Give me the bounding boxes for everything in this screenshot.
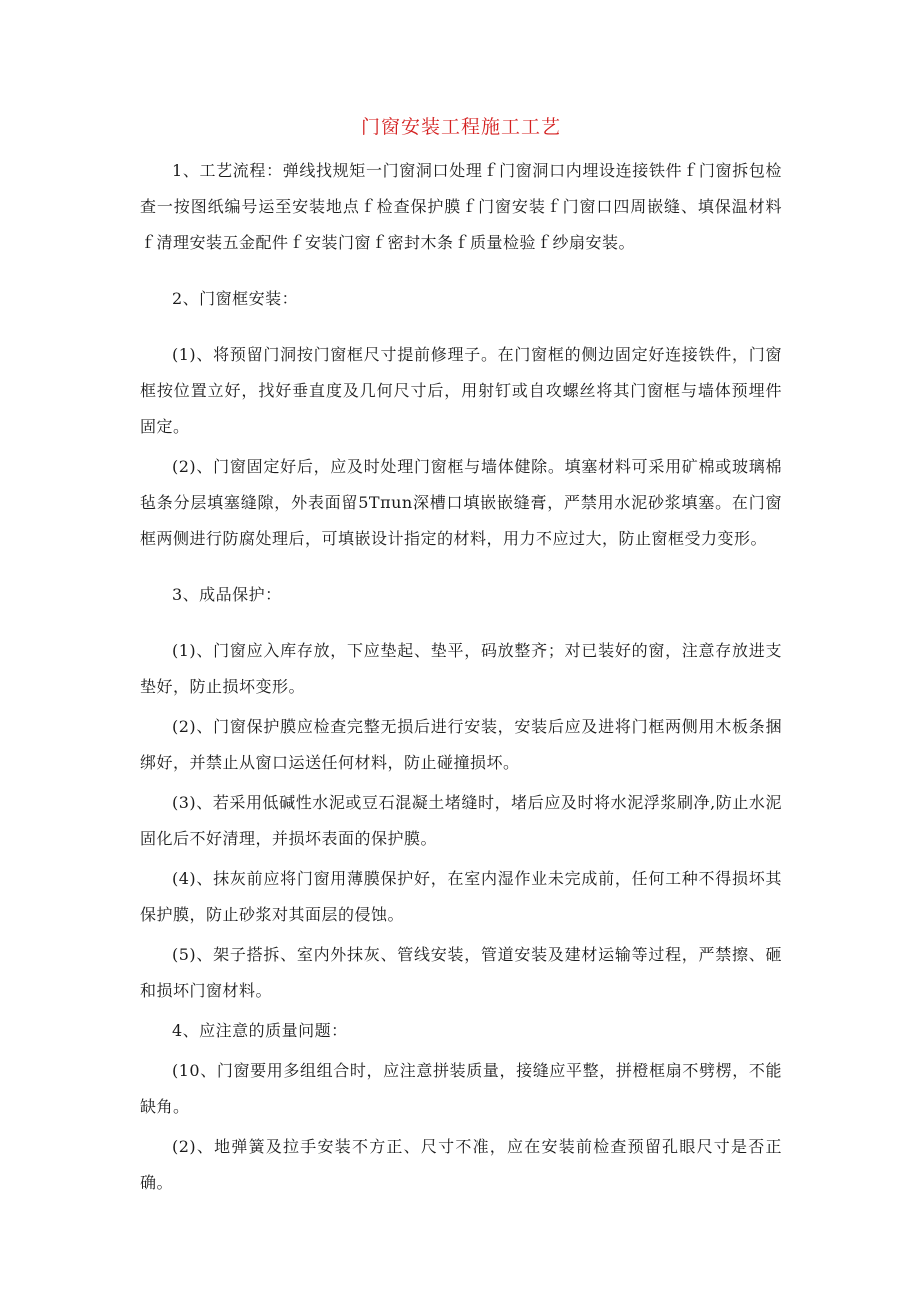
section-heading-product-protection: 3、成品保护： bbox=[172, 585, 282, 604]
paragraph-quality-2: (2)、地弹簧及拉手安装不方正、尺寸不准，应在安装前检查预留孔眼尺寸是否正确。 bbox=[140, 1137, 782, 1192]
section-heading-frame-install: 2、门窗框安装： bbox=[172, 289, 299, 308]
paragraph-quality-1: (10、门窗要用多组组合时，应注意拼装质量，接缝应平整，拼橙框扇不劈楞，不能缺角。 bbox=[140, 1061, 782, 1116]
paragraph-process-flow: 1、工艺流程：弹线找规矩一门窗洞口处理ｆ门窗洞口内埋设连接铁件ｆ门窗拆包检查一按图纸编号运至安装地点ｆ检查保护膜ｆ门窗安装ｆ门窗口四周嵌缝、填保温材料ｆ清理安装五金配件ｆ安装门窗ｆ密封木条ｆ质量检验ｆ纱扇安装。 bbox=[140, 161, 782, 252]
paragraph-protection-1: (1)、门窗应入库存放，下应垫起、垫平，码放整齐；对已装好的窗，注意存放进支垫好，防止损坏变形。 bbox=[140, 641, 782, 696]
section-heading-quality-issues: 4、应注意的质量问题： bbox=[172, 1021, 348, 1040]
paragraph-protection-3: (3)、若采用低碱性水泥或豆石混凝土堵缝时，堵后应及时将水泥浮浆刷净,防止水泥固化后不好清理，并损坏表面的保护膜。 bbox=[140, 793, 782, 848]
paragraph-frame-install-1: (1)、将预留门洞按门窗框尺寸提前修理子。在门窗框的侧边固定好连接铁件，门窗框按位置立好，找好垂直度及几何尺寸后，用射钉或自攻螺丝将其门窗框与墙体预埋件固定。 bbox=[140, 345, 782, 436]
paragraph-frame-install-2: (2)、门窗固定好后，应及时处理门窗框与墙体健除。填塞材料可采用矿棉或玻璃棉毡条分层填塞缝隙，外表面留5Tπun深槽口填嵌嵌缝膏，严禁用水泥砂浆填塞。在门窗框两侧进行防腐处理后，可填嵌设计指定的材料，用力不应过大，防止窗框受力变形。 bbox=[140, 457, 782, 548]
document-page bbox=[140, 112, 782, 1201]
document-title: 门窗安装工程施工工艺 bbox=[360, 116, 561, 138]
paragraph-protection-2: (2)、门窗保护膜应检查完整无损后进行安装，安装后应及进将门框两侧用木板条捆绑好，并禁止从窗口运送任何材料，防止碰撞损坏。 bbox=[140, 717, 782, 772]
paragraph-protection-4: (4)、抹灰前应将门窗用薄膜保护好，在室内湿作业未完成前，任何工种不得损坏其保护膜，防止砂浆对其面层的侵蚀。 bbox=[140, 869, 782, 924]
paragraph-protection-5: (5)、架子搭拆、室内外抹灰、管线安装，管道安装及建材运输等过程，严禁擦、砸和损坏门窗材料。 bbox=[140, 945, 782, 1000]
